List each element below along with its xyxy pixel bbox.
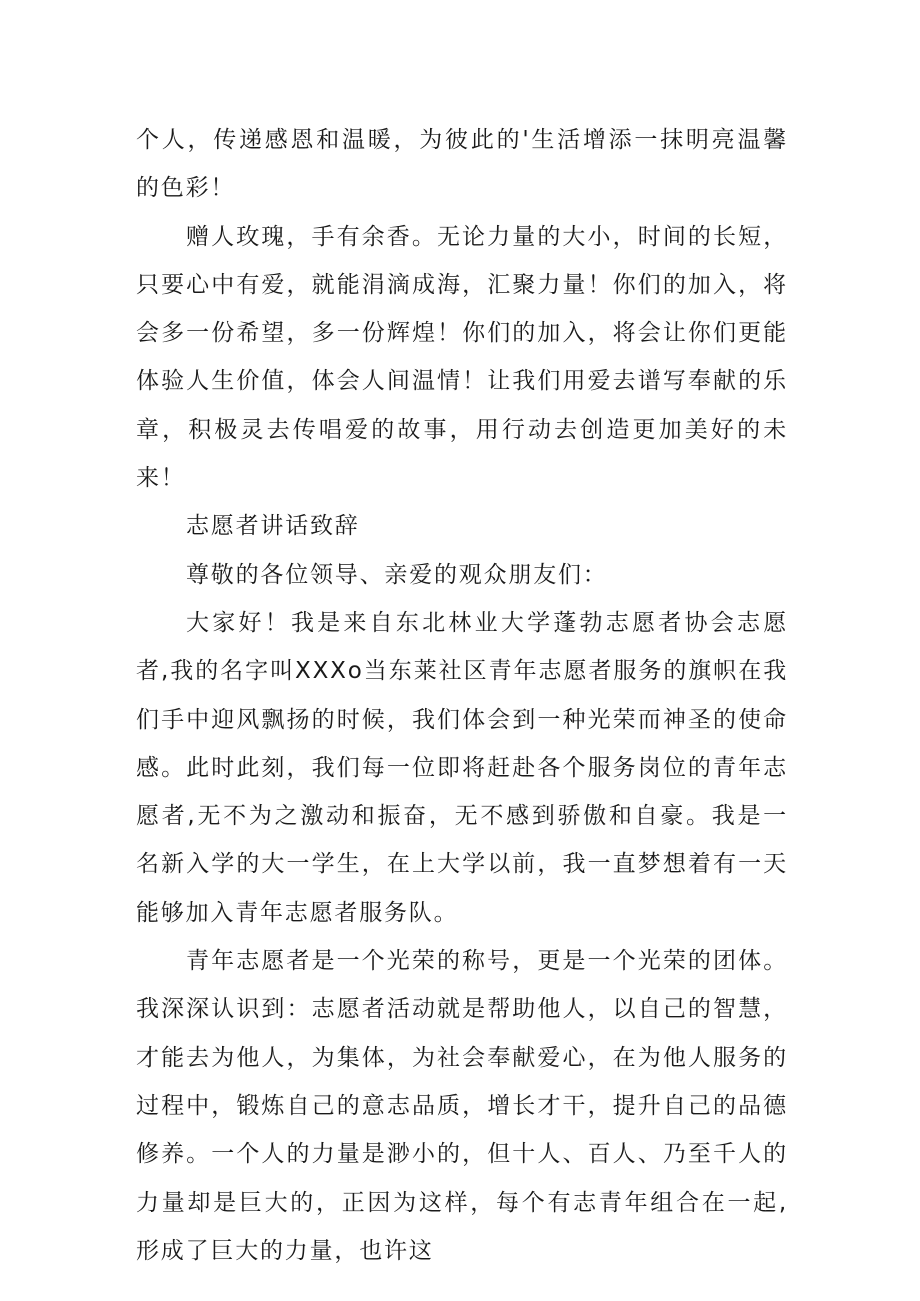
paragraph-volunteer-honor: 青年志愿者是一个光荣的称号，更是一个光荣的团体。我深深认识到：志愿者活动就是帮助他人，以自己的智慧，才能去为他人，为集体，为社会奉献爱心，在为他人服务的过程中，锻炼自己的意志品质，增长才干，提升自己的品德修养。一个人的力量是渺小的，但十人、百人、乃至千人的力量却是巨大的，正因为这样，每个有志青年组合在一起,形成了巨大的力量，也许这 (136, 948, 788, 1264)
section-heading: 志愿者讲话致辞 (186, 513, 360, 540)
paragraph-introduction: 大家好！我是来自东北林业大学蓬勃志愿者协会志愿者,我的名字叫XXXo当东莱社区青年志愿者服务的旗帜在我们手中迎风飘扬的时候，我们体会到一种光荣而神圣的使命感。此时此刻，我们每一位即将赶赴各个服务岗位的青年志愿者,无不为之激动和振奋，无不感到骄傲和自豪。我是一名新入学的大一学生，在上大学以前，我一直梦想着有一天能够加入青年志愿者服务队。 (136, 609, 788, 926)
paragraph-roses: 赠人玫瑰，手有余香。无论力量的大小，时间的长短，只要心中有爱，就能涓滴成海，汇聚力量！你们的加入，将会多一份希望，多一份辉煌！你们的加入，将会让你们更能体验人生价值，体会人间温情！让我们用爱去谱写奉献的乐章，积极灵去传唱爱的故事，用行动去创造更加美好的未来！ (136, 223, 788, 492)
paragraph-continuation: 个人，传递感恩和温暖，为彼此的'生活增添一抹明亮温馨的色彩！ (136, 127, 788, 202)
document-body (136, 116, 788, 1275)
salutation: 尊敬的各位领导、亲爱的观众朋友们： (186, 561, 608, 588)
